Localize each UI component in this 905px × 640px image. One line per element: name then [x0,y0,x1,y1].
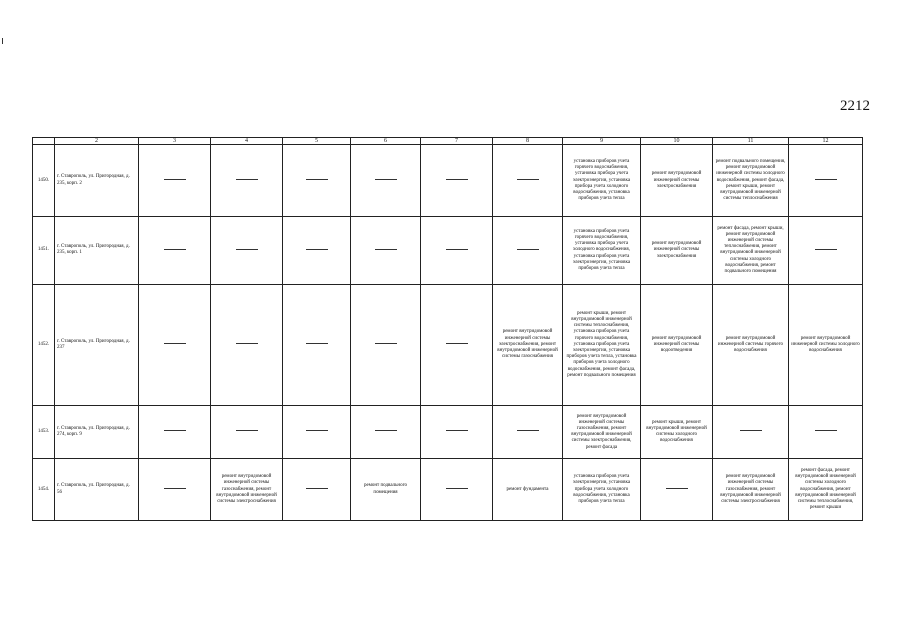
dash-mark [236,249,258,250]
dash-mark [306,343,328,344]
dash-mark [446,343,468,344]
work-cell: ремонт внутридомовой инженерной системы горячего водоснабжения [713,284,789,405]
empty-dash-cell [713,405,789,458]
work-cell: ремонт внутридомовой инженерной системы водоотведения [641,284,713,405]
empty-dash-cell [351,284,421,405]
work-cell: ремонт подвального помещения, ремонт внутридомовой инженерной системы холодного водоснабжения, ремонт фасада, ремонт крыши, ремонт внутридомовой инженерной системы теплоснабжения [713,145,789,217]
work-cell: ремонт подвального помещения [351,459,421,521]
dash-mark [446,488,468,489]
empty-dash-cell [789,217,863,285]
data-table [32,137,863,521]
dash-mark [517,430,539,431]
dash-mark [375,249,397,250]
column-header: 6 [351,138,421,145]
work-cell: ремонт внутридомовой инженерной системы электроснабжения [641,217,713,285]
row-number: 1451. [33,217,55,285]
margin-mark [2,38,3,44]
dash-mark [666,488,688,489]
dash-mark [375,343,397,344]
dash-mark [236,430,258,431]
address-cell: г. Ставрополь, ул. Пригородная, д. 237 [55,284,139,405]
empty-dash-cell [421,405,493,458]
column-header: 3 [139,138,211,145]
dash-mark [446,179,468,180]
empty-dash-cell [139,145,211,217]
empty-dash-cell [139,459,211,521]
column-header: 7 [421,138,493,145]
work-cell: установка приборов учета горячего водоснабжения, установка прибора учета холодного водоснабжения, установка приборов учета электроэнергии, установка приборов учета тепла [563,217,641,285]
dash-mark [815,430,837,431]
work-cell: ремонт фундамента [493,459,563,521]
empty-dash-cell [283,405,351,458]
column-header: 5 [283,138,351,145]
dash-mark [164,343,186,344]
dash-mark [375,430,397,431]
work-cell: ремонт крыши, ремонт внутридомовой инженерной системы теплоснабжения, установка приборов учета горячего водоснабжения, установка приборов учета электроэнергии, установка приборов учета тепла, установка приборов учета холодного водоснабжения, ремонт фасада, ремонт подвального помещения [563,284,641,405]
work-cell: ремонт крыши, ремонт внутридомовой инженерной системы холодного водоснабжения [641,405,713,458]
empty-dash-cell [283,145,351,217]
dash-mark [164,430,186,431]
empty-dash-cell [283,284,351,405]
empty-dash-cell [421,145,493,217]
empty-dash-cell [421,284,493,405]
dash-mark [446,430,468,431]
empty-dash-cell [493,145,563,217]
address-cell: г. Ставрополь, ул. Пригородная, д. 235, корп. 2 [55,145,139,217]
dash-mark [306,249,328,250]
empty-dash-cell [351,145,421,217]
work-cell: ремонт внутридомовой инженерной системы газоснабжения, ремонт внутридомовой инженерной системы электроснабжения [211,459,283,521]
empty-dash-cell [789,145,863,217]
address-cell: г. Ставрополь, ул. Пригородная, д. 274, корп. 9 [55,405,139,458]
column-header [33,138,55,145]
dash-mark [517,179,539,180]
column-header: 12 [789,138,863,145]
empty-dash-cell [789,405,863,458]
row-number: 1452. [33,284,55,405]
empty-dash-cell [283,217,351,285]
work-cell: ремонт внутридомовой инженерной системы электроснабжения [641,145,713,217]
work-cell: ремонт фасада, ремонт внутридомовой инженерной системы холодного водоснабжения, ремонт внутридомовой инженерной системы теплоснабжения, ремонт крыши [789,459,863,521]
table-row [33,145,863,217]
dash-mark [306,488,328,489]
table-row [33,284,863,405]
row-number: 1450. [33,145,55,217]
dash-mark [446,249,468,250]
empty-dash-cell [139,405,211,458]
empty-dash-cell [493,405,563,458]
empty-dash-cell [493,217,563,285]
column-header: 4 [211,138,283,145]
address-cell: г. Ставрополь, ул. Пригородная, д. 56 [55,459,139,521]
work-cell: ремонт внутридомовой инженерной системы холодного водоснабжения [789,284,863,405]
empty-dash-cell [211,284,283,405]
empty-dash-cell [421,217,493,285]
dash-mark [815,179,837,180]
empty-dash-cell [351,217,421,285]
work-cell: установка приборов учета электроэнергии, установка прибора учета холодного водоснабжения, установка приборов учета тепла [563,459,641,521]
dash-mark [164,488,186,489]
dash-mark [306,430,328,431]
dash-mark [517,249,539,250]
work-cell: ремонт внутридомовой инженерной системы электроснабжения, ремонт внутридомовой инженерной системы газоснабжения [493,284,563,405]
work-cell: ремонт фасада, ремонт крыши, ремонт внутридомовой инженерной системы теплоснабжения, ремонт внутридомовой инженерной системы холодного водоснабжения, ремонт подвального помещения [713,217,789,285]
column-header: 9 [563,138,641,145]
empty-dash-cell [139,284,211,405]
row-number: 1454. [33,459,55,521]
column-header: 10 [641,138,713,145]
header-row [33,138,863,145]
work-cell: ремонт внутридомовой инженерной системы газоснабжения, ремонт внутридомовой инженерной системы электроснабжения, ремонт фасада [563,405,641,458]
row-number: 1453. [33,405,55,458]
dash-mark [306,179,328,180]
dash-mark [164,179,186,180]
dash-mark [815,249,837,250]
table-row [33,459,863,521]
empty-dash-cell [211,405,283,458]
dash-mark [236,343,258,344]
work-cell: ремонт внутридомовой инженерной системы газоснабжения, ремонт внутридомовой инженерной системы электроснабжения [713,459,789,521]
table-row [33,405,863,458]
column-header: 8 [493,138,563,145]
address-cell: г. Ставрополь, ул. Пригородная, д. 235, корп. 1 [55,217,139,285]
empty-dash-cell [351,405,421,458]
dash-mark [375,179,397,180]
column-header: 11 [713,138,789,145]
column-header: 2 [55,138,139,145]
empty-dash-cell [139,217,211,285]
dash-mark [740,430,762,431]
page-number: 2212 [840,98,870,114]
work-cell: установка приборов учета горячего водоснабжения, установка прибора учета электроэнергии, установка прибора учета холодного водоснабжения, установка приборов учета тепла [563,145,641,217]
empty-dash-cell [283,459,351,521]
dash-mark [164,249,186,250]
empty-dash-cell [421,459,493,521]
empty-dash-cell [211,145,283,217]
empty-dash-cell [641,459,713,521]
empty-dash-cell [211,217,283,285]
table-row [33,217,863,285]
dash-mark [236,179,258,180]
